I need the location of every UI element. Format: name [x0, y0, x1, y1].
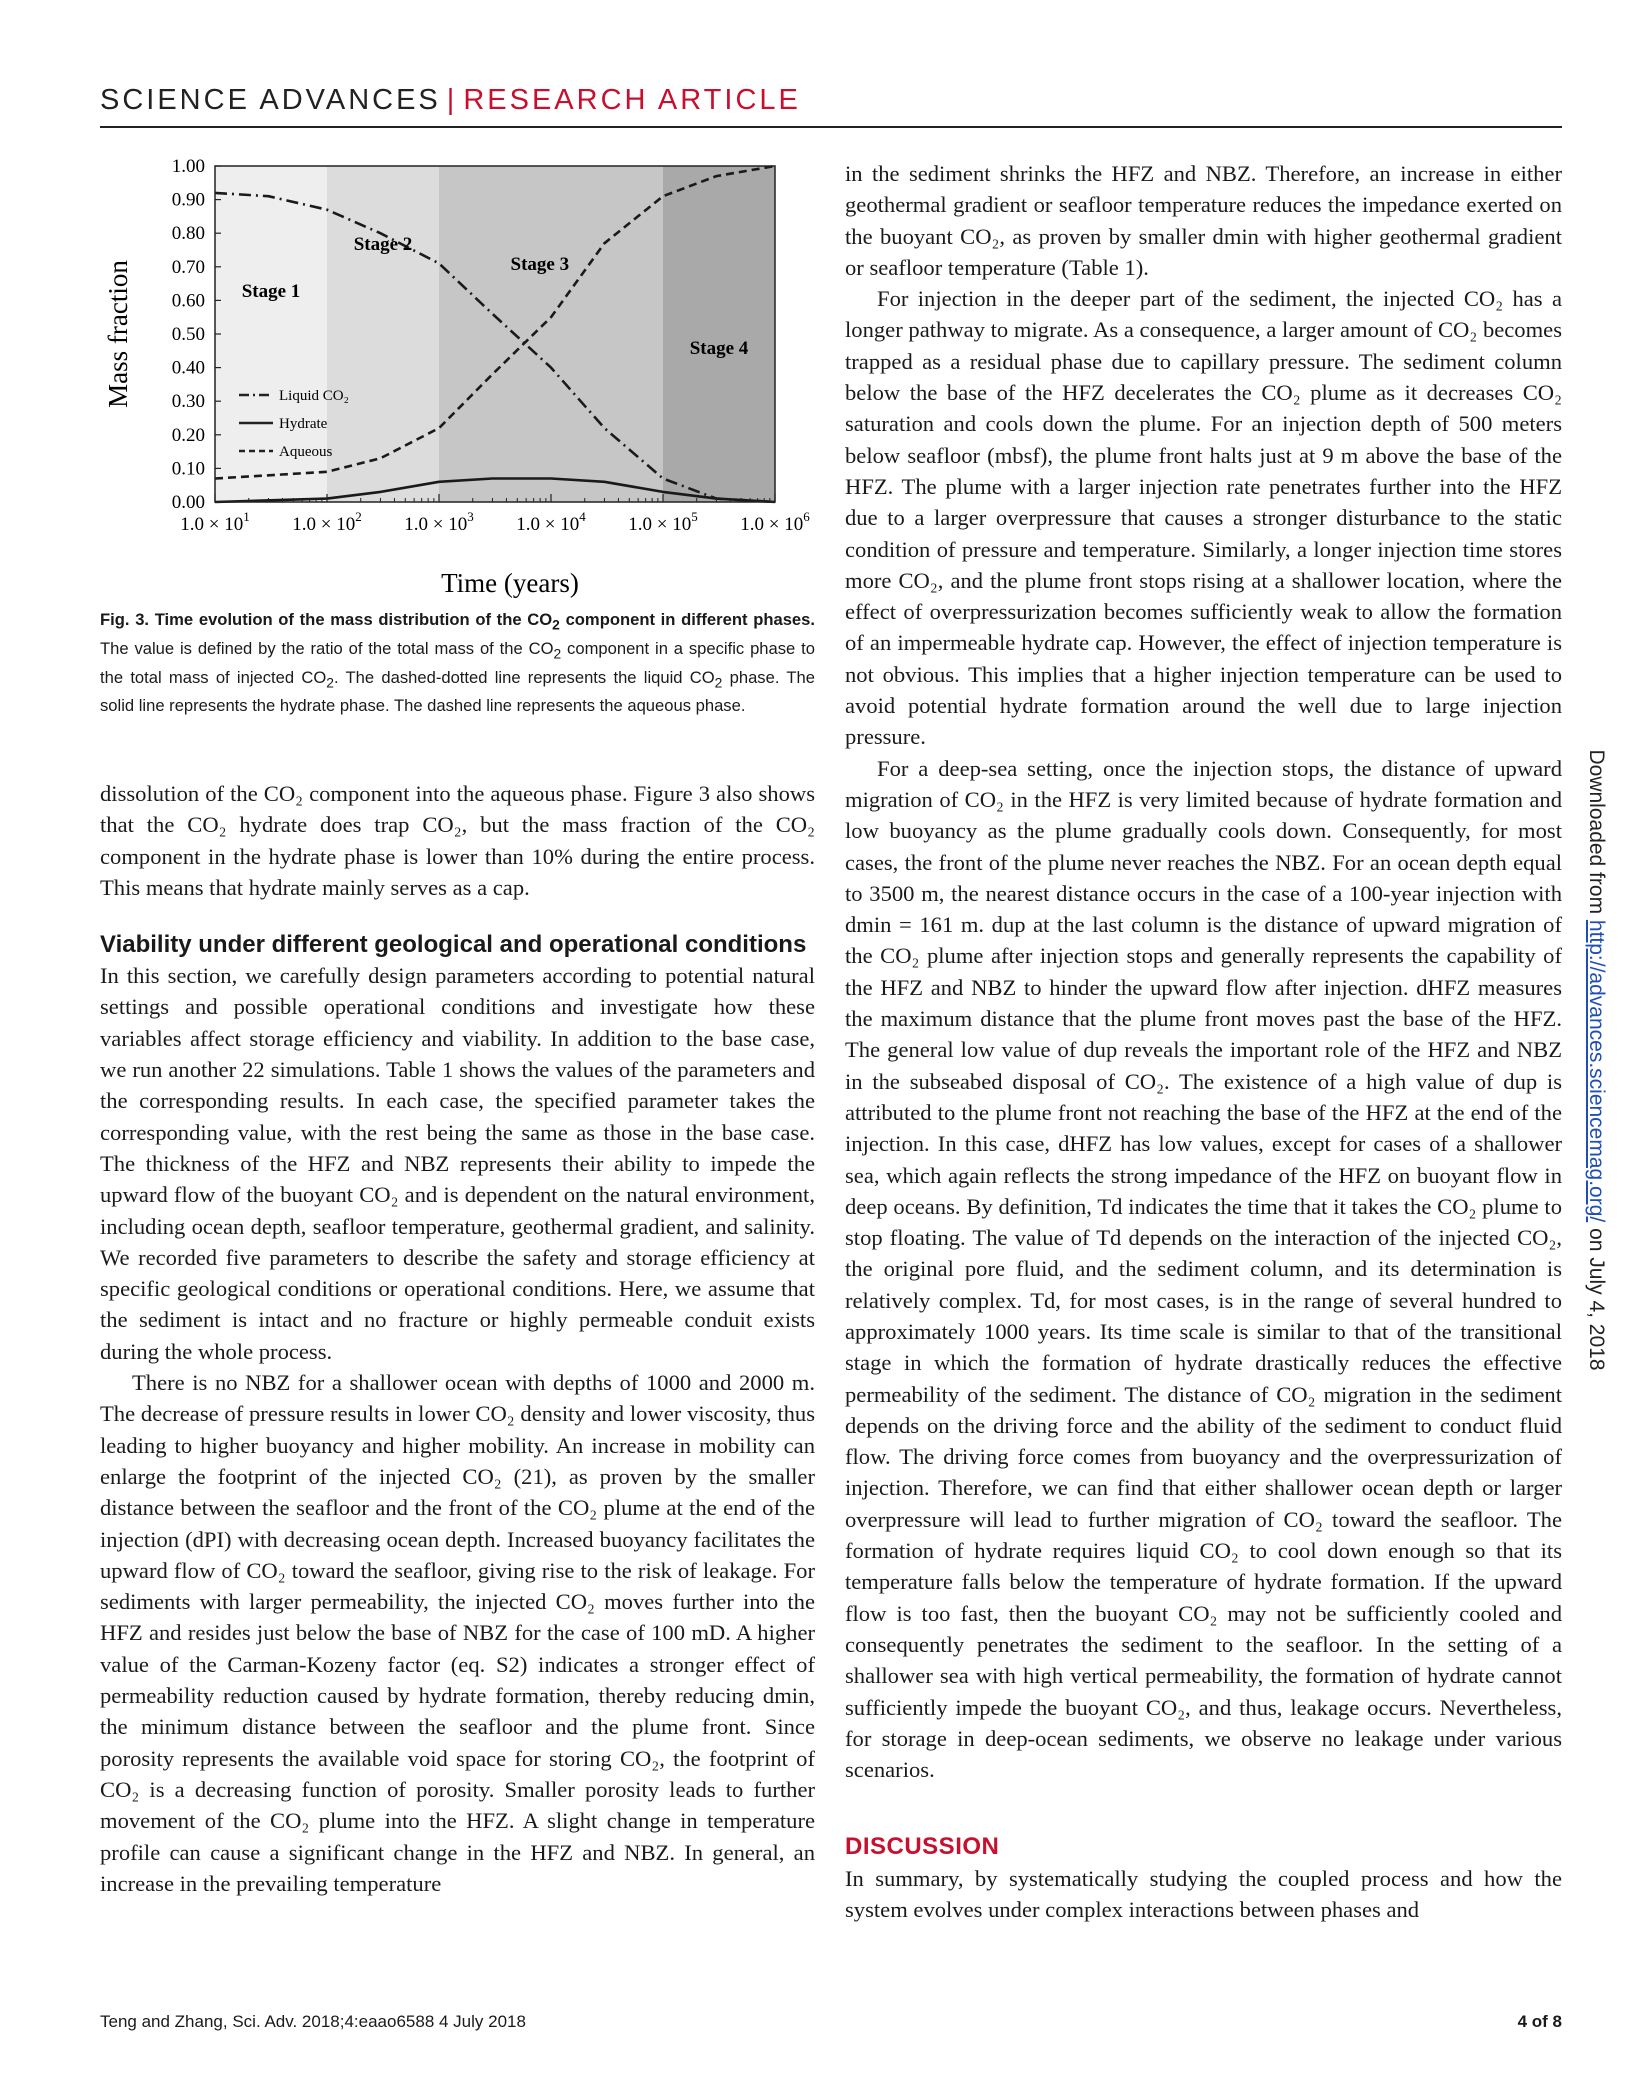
y-tick-label: 0.10: [171, 458, 205, 480]
x-tick-label: $1.0 \times 10^4$: [516, 509, 586, 535]
y-tick-label: 1.00: [171, 156, 205, 177]
left-paragraph-3: There is no NBZ for a shallower ocean with depths of 1000 and 2000 m. The decrease of pressure results in lower CO₂ density and lower viscosity, thus leading to higher buoyancy and higher mobility. An increase in mobility can enlarge the footprint of the injected CO₂ (21), as proven by the smaller distance between the seafloor and the front of the CO₂ plume at the end of the injection (dPI) with decreasing ocean depth. Increased buoyancy facilitates the upward flow of CO₂ toward the seafloor, giving rise to the risk of leakage. For sediments with larger permeability, the injected CO₂ moves further into the HFZ and resides just below the base of NBZ for the case of 100 mD. A higher value of the Carman-Kozeny factor (eq. S2) indicates a stronger effect of permeability reduction caused by hydrate formation, thereby reducing dmin, the minimum distance between the seafloor and the plume front. Since porosity represents the available void space for storing CO₂, the footprint of CO₂ is a decreasing function of porosity. Smaller porosity leads to further movement of the CO₂ plume into the HFZ. A slight change in temperature profile can cause a significant change in the HFZ and NBZ. In general, an increase in the prevailing temperature: [100, 1370, 815, 1896]
article-type: RESEARCH ARTICLE: [463, 84, 801, 116]
y-tick-label: 0.00: [171, 492, 205, 513]
y-ticks: [172, 156, 221, 513]
right-paragraph-2: For injection in the deeper part of the sediment, the injected CO₂ has a longer pathway to migrate. As a consequence, a larger amount of CO₂ becomes trapped as a residual phase due to capillary pressure. The sediment column below the base of the HFZ decelerates the CO₂ plume as it decreases CO₂ saturation and cools down the plume. For an injection depth of 500 meters below seafloor (mbsf), the plume front halts just at 9 m above the base of the HFZ. The plume with a larger injection rate penetrates further into the HFZ due to a larger overpressure that causes a stronger disturbance to the static condition of pressure and temperature. Similarly, a longer injection time stores more CO₂, and the plume front stops rising at a shallower location, where the effect of overpressurization becomes sufficiently weak to allow the formation of an impermeable hydrate cap. However, the effect of injection temperature is not obvious. This implies that a higher injection temperature can be used to avoid potential hydrate formation around the well due to large injection pressure.: [845, 286, 1562, 750]
x-tick-label: $1.0 \times 10^2$: [292, 509, 362, 535]
legend-aqueous-label: Aqueous: [279, 444, 333, 460]
y-tick-label: 0.70: [171, 256, 205, 278]
x-tick-label: $1.0 \times 10^5$: [628, 509, 698, 535]
left-paragraph-1: dissolution of the CO₂ component into the aqueous phase. Figure 3 also shows that the CO₂ hydrate does trap CO₂, but the mass fraction of the CO₂ component in the hydrate phase is lower than 10% during the entire process. This means that hydrate mainly serves as a cap.: [100, 781, 815, 900]
y-tick-label: 0.80: [171, 223, 205, 245]
page-footer: [100, 2012, 1562, 2032]
x-axis-label: Time (years): [441, 568, 579, 598]
journal-name: SCIENCE ADVANCES: [100, 84, 441, 116]
y-tick-label: 0.60: [171, 290, 205, 312]
right-column: [845, 158, 1562, 1925]
x-tick-label: $1.0 \times 10^3$: [404, 509, 474, 535]
left-paragraph-2: In this section, we carefully design parameters according to potential natural settings and possible operational conditions and investigate how these variables affect storage efficiency and viability. In addition to the base case, we run another 22 simulations. Table 1 shows the values of the parameters and the corresponding results. In each case, the specified parameter takes the corresponding value, with the rest being the same as those in the base case. The thickness of the HFZ and NBZ represents their ability to impede the upward flow of the buoyant CO₂ and is dependent on the natural environment, including ocean depth, seafloor temperature, geothermal gradient, and salinity. We recorded five parameters to describe the safety and storage efficiency at specific geological conditions or operational conditions. Here, we assume that the sediment is intact and no fracture or highly permeable conduit exists during the whole process.: [100, 963, 815, 1364]
legend-hydrate-label: Hydrate: [279, 416, 328, 432]
right-paragraph-1: in the sediment shrinks the HFZ and NBZ. Therefore, an increase in either geothermal gradient or seafloor temperature reduces the impedance exerted on the buoyant CO₂, as proven by smaller dmin with higher geothermal gradient or seafloor temperature (Table 1).: [845, 161, 1562, 280]
stage-label-4: Stage 4: [689, 338, 749, 360]
download-notice: Downloaded from http://advances.sciencemag.org/ on July 4, 2018: [1585, 749, 1608, 1371]
right-paragraph-3: For a deep-sea setting, once the injection stops, the distance of upward migration of CO₂ in the HFZ is very limited because of hydrate formation and low buoyancy as the plume gradually cools down. Consequently, for most cases, the front of the plume never reaches the NBZ. For an ocean depth equal to 3500 m, the nearest distance occurs in the case of a 100-year injection with dmin = 161 m. dup at the last column is the distance of upward migration of the CO₂ plume after injection stops and generally represents the capability of the HFZ and NBZ to hinder the upward flow after injection. dHFZ measures the maximum distance that the plume front moves past the base of the HFZ. The general low value of dup reveals the important role of the HFZ and NBZ in the subseabed disposal of CO₂. The existence of a high value of dup is attributed to the plume front not reaching the base of the HFZ at the end of the injection. In this case, dHFZ has low values, except for cases of a shallower sea, which again reflects the strong impedance of the HFZ on buoyant flow in deep oceans. By definition, Td indicates the time that it takes the CO₂ plume to stop floating. The value of Td depends on the interaction of the injected CO₂, the original pore fluid, and the sediment column, and its determination is relatively complex. Td, for most cases, is in the range of several hundred to approximately 1000 years. Its time scale is similar to that of the transitional stage in which the formation of hydrate drastically reduces the effective permeability of the sediment. The distance of CO₂ migration in the sediment depends on the driving force and the ability of the sediment to conduct fluid flow. The driving force comes from buoyancy and the overpressurization of injection. Therefore, we can find that either shallower ocean depth or larger overpressure will lead to further migration of CO₂ toward the seafloor. The formation of hydrate requires liquid CO₂ to cool down enough so that its temperature falls below the temperature of hydrate formation. If the upward flow is too fast, then the buoyant CO₂ may not be sufficiently cooled and consequently penetrates the sediment to the seafloor. In the setting of a shallower sea with high vertical permeability, the formation of hydrate cannot sufficiently impede the buoyant CO₂, and thus, leakage occurs. Nevertheless, for storage in deep-ocean sediments, we observe no leakage under various scenarios.: [845, 755, 1562, 1783]
download-link[interactable]: http://advances.sciencemag.org/: [1585, 919, 1608, 1223]
x-tick-label: $1.0 \times 10^1$: [180, 509, 250, 535]
section-heading-viability: Viability under different geological and operational conditions: [100, 931, 807, 959]
left-column: [100, 778, 815, 1899]
footer-citation: Teng and Zhang, Sci. Adv. 2018;4:eaao6588 4 July 2018: [100, 2012, 526, 2031]
legend-liquid-label: Liquid CO₂: [279, 388, 349, 404]
y-tick-label: 0.30: [171, 391, 205, 413]
section-heading-discussion: DISCUSSION: [845, 1833, 1000, 1861]
right-paragraph-4: In summary, by systematically studying the coupled process and how the system evolves under complex interactions between phases and: [845, 1865, 1562, 1923]
stage-label-2: Stage 2: [353, 234, 413, 255]
stage-band-3: [439, 166, 663, 502]
y-axis-label: Mass fraction: [103, 260, 133, 408]
stage-label-3: Stage 3: [510, 254, 570, 276]
y-tick-label: 0.40: [171, 357, 205, 379]
y-tick-label: 0.20: [171, 424, 205, 446]
y-tick-label: 0.50: [171, 324, 205, 345]
x-tick-label: $1.0 \times 10^6$: [740, 509, 810, 535]
header-separator: |: [446, 84, 458, 116]
y-tick-label: 0.90: [171, 189, 205, 211]
page-number: 4 of 8: [1517, 2012, 1562, 2031]
header-rule: [100, 126, 1562, 128]
stage-band-4: [663, 166, 775, 502]
caption-title: Fig. 3. Time evolution of the mass distribution of the $CO_2$ component in different phases.: [100, 610, 815, 633]
figure-3-chart: [95, 150, 825, 605]
figure-caption: Fig. 3. Time evolution of the mass distribution of the $CO_2$ component in different phases. The value is defined by the ratio of the total mass of the $CO_2$ component in a specific phase to the total mass of injected $CO_2$. The dashed-dotted line represents the liquid $CO_2$ phase. The solid line represents the hydrate phase. The dashed line represents the aqueous phase.: [100, 610, 815, 716]
journal-header: [100, 84, 801, 117]
stage-label-1: Stage 1: [241, 281, 301, 303]
